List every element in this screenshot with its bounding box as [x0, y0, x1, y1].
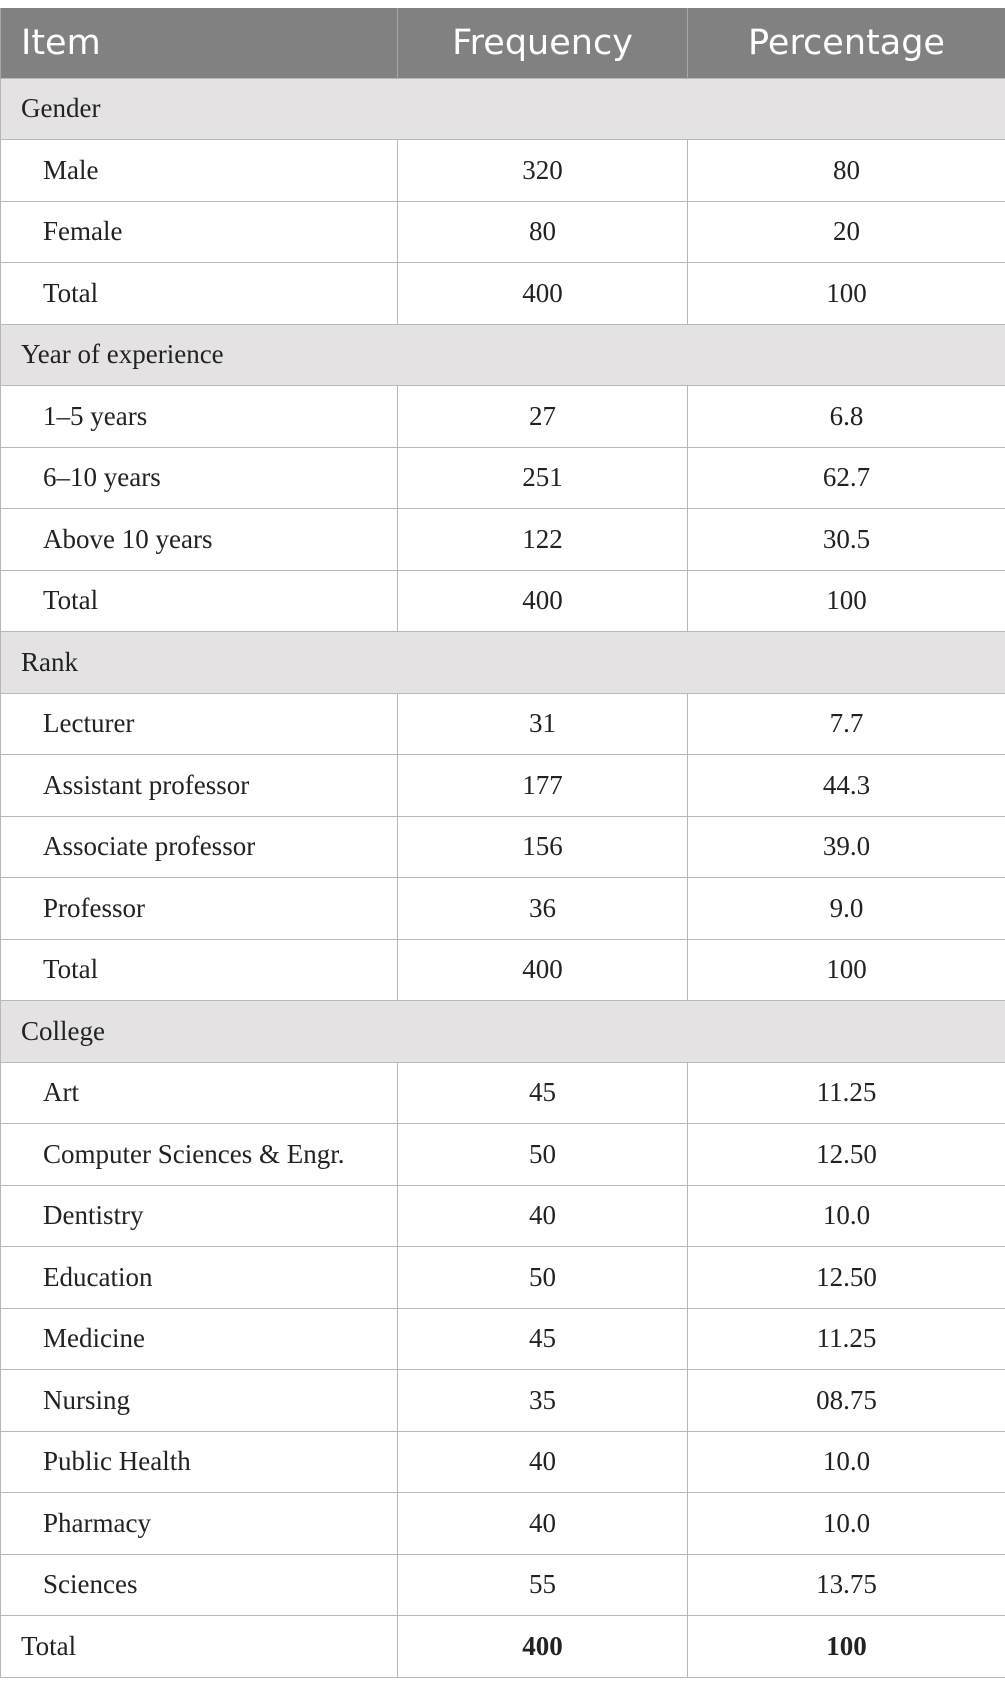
row-label: Female — [1, 201, 398, 263]
section-title: Rank — [1, 632, 1005, 694]
row-percentage: 12.50 — [688, 1124, 1005, 1186]
row-frequency: 45 — [398, 1062, 688, 1124]
row-label: Assistant professor — [1, 755, 398, 817]
row-percentage: 80 — [688, 140, 1005, 202]
row-percentage: 100 — [688, 570, 1005, 632]
row-percentage: 100 — [688, 263, 1005, 325]
row-label: Nursing — [1, 1370, 398, 1432]
demographics-table — [0, 8, 1005, 1678]
row-frequency: 156 — [398, 816, 688, 878]
row-frequency: 251 — [398, 447, 688, 509]
table-header — [1, 8, 1005, 78]
row-frequency: 40 — [398, 1493, 688, 1555]
grand-total-frequency: 400 — [398, 1616, 688, 1678]
row-label: Total — [1, 263, 398, 325]
grand-total-percentage: 100 — [688, 1616, 1005, 1678]
row-frequency: 40 — [398, 1185, 688, 1247]
row-label: Medicine — [1, 1308, 398, 1370]
row-frequency: 36 — [398, 878, 688, 940]
row-percentage: 30.5 — [688, 509, 1005, 571]
row-frequency: 27 — [398, 386, 688, 448]
row-label: Sciences — [1, 1554, 398, 1616]
header-percentage: Percentage — [688, 8, 1005, 78]
table-row — [1, 693, 1005, 755]
table-row — [1, 140, 1005, 202]
row-frequency: 80 — [398, 201, 688, 263]
row-frequency: 35 — [398, 1370, 688, 1432]
table-row — [1, 939, 1005, 1001]
header-row — [1, 8, 1005, 78]
section-row — [1, 632, 1005, 694]
row-label: Associate professor — [1, 816, 398, 878]
row-label: Above 10 years — [1, 509, 398, 571]
row-label: Dentistry — [1, 1185, 398, 1247]
row-frequency: 320 — [398, 140, 688, 202]
row-frequency: 50 — [398, 1124, 688, 1186]
table-row — [1, 1185, 1005, 1247]
section-title: Gender — [1, 78, 1005, 140]
table-row — [1, 201, 1005, 263]
section-title: Year of experience — [1, 324, 1005, 386]
table-row — [1, 1124, 1005, 1186]
table-row — [1, 1431, 1005, 1493]
table-body — [1, 78, 1005, 1677]
row-frequency: 40 — [398, 1431, 688, 1493]
row-percentage: 39.0 — [688, 816, 1005, 878]
row-label: 6–10 years — [1, 447, 398, 509]
row-percentage: 20 — [688, 201, 1005, 263]
row-percentage: 08.75 — [688, 1370, 1005, 1432]
row-percentage: 10.0 — [688, 1185, 1005, 1247]
section-row — [1, 1001, 1005, 1063]
table-row — [1, 386, 1005, 448]
row-percentage: 10.0 — [688, 1493, 1005, 1555]
row-label: Computer Sciences & Engr. — [1, 1124, 398, 1186]
row-percentage: 11.25 — [688, 1062, 1005, 1124]
row-frequency: 400 — [398, 263, 688, 325]
row-label: Professor — [1, 878, 398, 940]
table-row — [1, 263, 1005, 325]
row-label: Art — [1, 1062, 398, 1124]
row-label: Public Health — [1, 1431, 398, 1493]
table-row — [1, 755, 1005, 817]
table-row — [1, 1308, 1005, 1370]
section-row — [1, 78, 1005, 140]
row-frequency: 177 — [398, 755, 688, 817]
row-percentage: 13.75 — [688, 1554, 1005, 1616]
table-row — [1, 878, 1005, 940]
row-frequency: 45 — [398, 1308, 688, 1370]
row-percentage: 11.25 — [688, 1308, 1005, 1370]
header-frequency: Frequency — [398, 8, 688, 78]
row-frequency: 400 — [398, 570, 688, 632]
row-percentage: 62.7 — [688, 447, 1005, 509]
row-percentage: 6.8 — [688, 386, 1005, 448]
row-frequency: 55 — [398, 1554, 688, 1616]
row-percentage: 44.3 — [688, 755, 1005, 817]
row-label: Pharmacy — [1, 1493, 398, 1555]
row-percentage: 100 — [688, 939, 1005, 1001]
header-item: Item — [1, 8, 398, 78]
row-label: Male — [1, 140, 398, 202]
row-label: Total — [1, 570, 398, 632]
row-frequency: 400 — [398, 939, 688, 1001]
table-row — [1, 1370, 1005, 1432]
row-frequency: 122 — [398, 509, 688, 571]
row-percentage: 12.50 — [688, 1247, 1005, 1309]
row-frequency: 50 — [398, 1247, 688, 1309]
table-row — [1, 447, 1005, 509]
row-percentage: 9.0 — [688, 878, 1005, 940]
grand-total-row — [1, 1616, 1005, 1678]
grand-total-label: Total — [1, 1616, 398, 1678]
section-row — [1, 324, 1005, 386]
table-row — [1, 816, 1005, 878]
table-row — [1, 1247, 1005, 1309]
table-row — [1, 1554, 1005, 1616]
table-row — [1, 1493, 1005, 1555]
table-row — [1, 509, 1005, 571]
row-label: Lecturer — [1, 693, 398, 755]
table-row — [1, 1062, 1005, 1124]
row-percentage: 10.0 — [688, 1431, 1005, 1493]
row-label: 1–5 years — [1, 386, 398, 448]
section-title: College — [1, 1001, 1005, 1063]
row-frequency: 31 — [398, 693, 688, 755]
row-label: Total — [1, 939, 398, 1001]
table-row — [1, 570, 1005, 632]
row-label: Education — [1, 1247, 398, 1309]
row-percentage: 7.7 — [688, 693, 1005, 755]
